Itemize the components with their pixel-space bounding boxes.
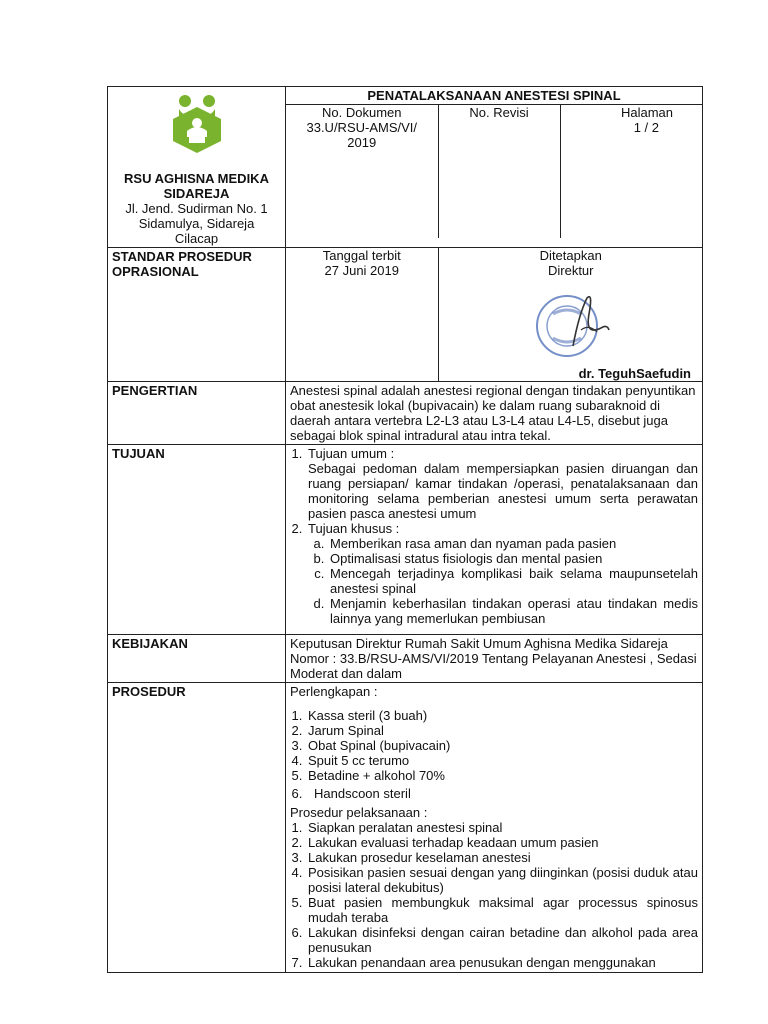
pengertian-label: PENGERTIAN — [108, 382, 286, 445]
tujuan-umum-title: 1. Tujuan umum : — [308, 446, 395, 461]
sop-document-table — [107, 86, 703, 973]
list-item — [306, 786, 698, 801]
list-item: 1. Siapkan peralatan anestesi spinal — [306, 820, 698, 835]
halaman-label: Halaman — [620, 105, 673, 120]
list-item: 2. Lakukan evaluasi terhadap keadaan umum pasien — [306, 835, 698, 850]
stamp-signature-icon — [523, 284, 619, 364]
tujuan-khusus-title: 2. Tujuan khusus : — [308, 521, 400, 536]
doc-title: PENATALAKSANAAN ANESTESI SPINAL — [286, 87, 702, 105]
list-item: 7. Lakukan penandaan area penusukan dengan menggunakan — [306, 955, 698, 970]
perlengkapan-list — [290, 708, 698, 801]
spo-info-cell — [286, 248, 703, 382]
tanggal-label: Tanggal terbit — [322, 248, 401, 263]
header-row — [108, 87, 703, 248]
org-address: Jl. Jend. Sudirman No. 1 Sidamulya, Sidareja Cilacap — [125, 201, 268, 246]
doc-meta-table — [286, 105, 703, 238]
list-item: 3. Lakukan prosedur keselaman anestesi — [306, 850, 698, 865]
doc-info-cell — [286, 87, 703, 248]
tujuan-khusus-list — [308, 536, 698, 626]
list-item: 4. Posisikan pasien sesuai dengan yang diinginkan (posisi duduk atau posisi lateral dekubitus) — [306, 865, 698, 895]
kebijakan-row — [108, 635, 703, 683]
pelaksanaan-title: Prosedur pelaksanaan : — [290, 805, 428, 820]
spo-meta-table — [286, 248, 703, 381]
direktur-label: Direktur — [547, 263, 594, 278]
hospital-logo — [165, 93, 229, 153]
list-item: b. Optimalisasi status fisiologis dan mental pasien — [328, 551, 698, 566]
tanggal-value: 27 Juni 2019 — [324, 263, 399, 278]
tujuan-label: TUJUAN — [108, 445, 286, 635]
no-dokumen-label: No. Dokumen — [322, 105, 402, 120]
no-dokumen-value: 33.U/RSU-AMS/VI/ 2019 — [306, 120, 418, 150]
list-item: 4. Spuit 5 cc terumo — [306, 753, 698, 768]
list-item: 1. Kassa steril (3 buah) — [306, 708, 698, 723]
list-item — [306, 521, 698, 626]
pelaksanaan-list — [290, 820, 698, 970]
list-item: c. Mencegah terjadinya komplikasi baik selama maupunsetelah anestesi spinal — [328, 566, 698, 596]
spo-label: STANDAR PROSEDUR OPRASIONAL — [108, 248, 286, 382]
kebijakan-label: KEBIJAKAN — [108, 635, 286, 683]
list-item: d. Menjamin keberhasilan tindakan operasi atau tindakan medis lainnya yang memerlukan pembiusan — [328, 596, 698, 626]
list-item: 2. Jarum Spinal — [306, 723, 698, 738]
signer-name: dr. TeguhSaefudin — [578, 366, 691, 381]
list-item: 5. Betadine + alkohol 70% — [306, 768, 698, 783]
list-item-text: Handscoon steril — [314, 786, 411, 801]
tujuan-content — [286, 445, 703, 635]
kebijakan-text: Keputusan Direktur Rumah Sakit Umum Aghisna Medika Sidareja Nomor : 33.B/RSU-AMS/VI/2019 Tentang Pelayanan Anestesi , Sedasi Moderat dan dalam — [286, 635, 703, 683]
tujuan-list — [290, 446, 698, 626]
prosedur-content — [286, 683, 703, 973]
pengertian-text: Anestesi spinal adalah anestesi regional dengan tindakan penyuntikan obat anestesik lokal (bupivacain) ke dalam ruang subaraknoid di daerah antara vertebra L2-L3 atau L3-L4 atau L4-L5, disebut juga sebagai blok spinal intradural atau intra tekal. — [286, 382, 703, 445]
tujuan-umum-text: Sebagai pedoman dalam mempersiapkan pasien diruangan dan ruang persiapan/ kamar tindakan /operasi, penatalaksanaan dan monitoring selama pemberian anestesi umum serta perawatan pasien pasca anestesi umum — [308, 461, 698, 521]
prosedur-row — [108, 683, 703, 973]
tujuan-row — [108, 445, 703, 635]
org-cell — [108, 87, 286, 248]
list-item: 3. Obat Spinal (bupivacain) — [306, 738, 698, 753]
list-item: 6. Lakukan disinfeksi dengan cairan betadine dan alkohol pada area penusukan — [306, 925, 698, 955]
pengertian-row — [108, 382, 703, 445]
prosedur-label: PROSEDUR — [108, 683, 286, 973]
halaman-value: 1 / 2 — [633, 120, 659, 135]
ditetapkan-label: Ditetapkan — [539, 248, 602, 263]
list-item: 5. Buat pasien membungkuk maksimal agar processus spinosus mudah teraba — [306, 895, 698, 925]
org-name: RSU AGHISNA MEDIKA SIDAREJA — [124, 171, 269, 201]
list-item — [306, 446, 698, 521]
list-item: a. Memberikan rasa aman dan nyaman pada pasien — [328, 536, 698, 551]
perlengkapan-title: Perlengkapan : — [290, 684, 378, 699]
no-revisi-label: No. Revisi — [469, 105, 529, 120]
spo-row — [108, 248, 703, 382]
